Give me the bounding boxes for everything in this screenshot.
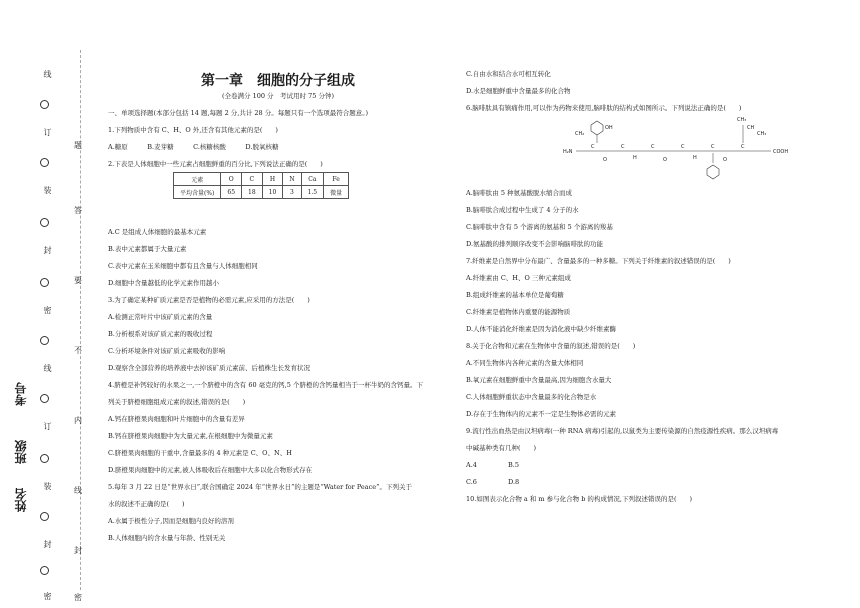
q10-stem: 10.如图表示化合物 a 和 m 参与化合物 b 的构成情况,下列叙述错误的是( ) — [466, 495, 693, 503]
cut-char: 题 — [74, 141, 82, 150]
exam-number-field[interactable]: 考号 — [14, 382, 28, 406]
ch3-label: CH₃ — [757, 131, 767, 137]
q8-option-a[interactable]: A.不同生物体内各种元素的含量大体相同 — [466, 359, 584, 367]
table-cell: 18 — [242, 186, 263, 199]
strip-char: 装 — [43, 482, 52, 490]
table-cell: 10 — [262, 186, 283, 199]
q5-option-a[interactable]: A.水属于极性分子,因而是细胞内良好的溶剂 — [108, 517, 234, 525]
table-header: O — [221, 173, 242, 186]
q4-option-a[interactable]: A.钙在脐橙果肉细胞和叶片细胞中的含量有差异 — [108, 415, 245, 423]
q3-option-b[interactable]: B.分析根系对该矿质元素的吸收过程 — [108, 330, 213, 338]
cooh-label: COOH — [773, 149, 789, 155]
strip-char: 密 — [43, 306, 52, 314]
hole-circle — [40, 158, 49, 167]
strip-char: 封 — [43, 540, 52, 548]
q6-option-a[interactable]: A.脑啡肽由 5 种氨基酸脱水缩合而成 — [466, 189, 573, 197]
strip-char: 密 — [43, 592, 52, 600]
amino-label: H₂N — [563, 149, 573, 155]
hydrogen-label: H — [693, 155, 697, 161]
table-header: N — [283, 173, 301, 186]
strip-char: 订 — [43, 422, 52, 430]
q8-option-d[interactable]: D.存在于生物体内的元素不一定是生物体必需的元素 — [466, 410, 617, 418]
carbon-label: C — [621, 144, 625, 150]
q9-option-a[interactable]: A.4 — [466, 461, 477, 469]
strip-char: 封 — [43, 246, 52, 254]
q3-stem: 3.为了确定某种矿质元素是否是植物的必需元素,应采用的方法是( ) — [108, 296, 310, 304]
cut-char: 线 — [74, 486, 82, 495]
q9-option-c[interactable]: C.6 — [466, 478, 477, 486]
hole-circle — [40, 336, 49, 345]
q6-option-d[interactable]: D.氨基酸的排列顺序改变不会影响脑啡肽的功能 — [466, 240, 604, 248]
hole-circle — [40, 218, 49, 227]
ch2-label: CH₂ — [575, 131, 585, 137]
enkephalin-structure-diagram — [561, 113, 811, 183]
q7-option-c[interactable]: C.纤维素是植物体内重要的能源物质 — [466, 308, 571, 316]
q1-stem: 1.下列物质中含有 C、H、O 外,还含有其他元素的是( ) — [108, 126, 278, 134]
table-header: C — [242, 173, 263, 186]
table-header: Ca — [301, 173, 324, 186]
q5-stem-line2: 水的叙述不正确的是( ) — [108, 500, 185, 508]
table-cell: 1.5 — [301, 186, 324, 199]
hydrogen-label: H — [633, 155, 637, 161]
cut-char: 答 — [74, 206, 82, 215]
hole-circle — [40, 454, 49, 463]
table-row-label: 平均含量(%) — [174, 186, 221, 199]
carbon-label: C — [591, 144, 595, 150]
q2-option-c[interactable]: C.表中元素在玉米细胞中都有且含量与人体细胞相同 — [108, 262, 258, 270]
carbon-label: C — [681, 144, 685, 150]
hole-circle — [40, 394, 49, 403]
exam-title: 第一章 细胞的分子组成 — [201, 73, 355, 89]
ch-label: CH — [747, 125, 755, 131]
q2-option-b[interactable]: B.表中元素都属于大量元素 — [108, 245, 187, 253]
q2-option-a[interactable]: A.C 是组成人体细胞的最基本元素 — [108, 228, 207, 236]
q6-option-b[interactable]: B.脑啡肽合成过程中生成了 4 分子的水 — [466, 206, 579, 214]
oxygen-label: O — [603, 157, 607, 163]
q9-stem-line1: 9.流行性出血热是由汉坦病毒(一种 RNA 病毒)引起的,以鼠类为主要传染源的自然疫源性疾病。那么汉坦病毒 — [466, 427, 779, 435]
table-cell: 65 — [221, 186, 242, 199]
q7-stem: 7.纤维素是自然界中分布最广、含量最多的一种多糖。下列关于纤维素的叙述错误的是( ) — [466, 257, 731, 265]
oxygen-label: O — [723, 157, 727, 163]
carbon-label: C — [711, 144, 715, 150]
q5-option-d[interactable]: D.水是细胞鲜重中含量最多的化合物 — [466, 87, 571, 95]
name-field[interactable]: 姓名 — [14, 488, 28, 512]
q2-option-d[interactable]: D.细胞中含量越低的化学元素作用越小 — [108, 279, 220, 287]
section-heading: 一、单项选择题(本部分包括 14 题,每题 2 分,共计 28 分。每题只有一个选项最符合题意。) — [108, 109, 369, 117]
q8-option-c[interactable]: C.人体细胞鲜重状态中含量最多的化合物是水 — [466, 393, 597, 401]
q3-option-a[interactable]: A.检测正常叶片中该矿质元素的含量 — [108, 313, 213, 321]
carbon-label: C — [741, 144, 745, 150]
q5-option-b[interactable]: B.人体细胞内的含水量与年龄、性别无关 — [108, 534, 226, 542]
binding-strip — [0, 0, 95, 608]
q9-option-b[interactable]: B.5 — [508, 461, 519, 469]
cut-char: 内 — [74, 416, 82, 425]
table-header: 元素 — [174, 173, 221, 186]
cut-char: 封 — [74, 546, 82, 555]
oh-label: OH — [605, 125, 613, 131]
class-field[interactable]: 班级 — [14, 440, 28, 464]
q8-stem: 8.关于化合物和元素在生物体中含量的叙述,错误的是( ) — [466, 342, 636, 350]
q7-option-a[interactable]: A.纤维素由 C、H、O 三种元素组成 — [466, 274, 571, 282]
q6-stem: 6.脑啡肽具有镇痛作用,可以作为药物来使用,脑啡肽的结构式如图所示。下列说法正确的是( ) — [466, 104, 742, 112]
q9-stem-line2: 中碱基种类有几种( ) — [466, 444, 537, 452]
q4-option-c[interactable]: C.脐橙果肉细胞的干重中,含量最多的 4 种元素是 C、O、N、H — [108, 449, 292, 457]
q1-options[interactable]: A.糖原 B.麦芽糖 C.核糖核酸 D.脱氧核糖 — [108, 143, 279, 151]
hole-circle — [40, 100, 49, 109]
cut-char: 要 — [74, 276, 82, 285]
cut-line — [80, 50, 81, 590]
exam-subtitle: (全卷满分 100 分 考试用时 75 分钟) — [221, 92, 334, 100]
hole-circle — [40, 512, 49, 521]
cut-char: 密 — [74, 593, 82, 602]
q8-option-b[interactable]: B.氧元素在细胞鲜重中含量最高,因为细胞含水量大 — [466, 376, 612, 384]
table-header: Fe — [324, 173, 349, 186]
carbon-label: C — [651, 144, 655, 150]
strip-char: 线 — [43, 364, 52, 372]
q2-stem: 2.下表是人体细胞中一些元素占细胞鲜重的百分比,下列说法正确的是( ) — [108, 160, 323, 168]
q5-stem-line1: 5.每年 3 月 22 日是“世界水日”,联合国确定 2024 年“世界水日”的主题是“Water for Peace”。下列关于 — [108, 483, 412, 491]
q3-option-c[interactable]: C.分析环境条件对该矿质元素吸收的影响 — [108, 347, 226, 355]
q3-option-d[interactable]: D.观察含全部营养的培养液中去掉该矿质元素前、后植株生长发育状况 — [108, 364, 311, 372]
q4-stem-line2: 列关于脐橙细胞组成元素的叙述,错误的是( ) — [108, 398, 246, 406]
strip-char: 装 — [43, 186, 52, 194]
q6-option-c[interactable]: C.脑啡肽中含有 5 个游离的氨基和 5 个游离的羧基 — [466, 223, 613, 231]
table-cell: 3 — [283, 186, 301, 199]
hole-circle — [40, 566, 49, 575]
table-header: H — [262, 173, 283, 186]
q4-option-b[interactable]: B.钙在脐橙果肉细胞中为大量元素,在根细胞中为微量元素 — [108, 432, 273, 440]
ch3-label: CH₃ — [737, 117, 747, 123]
strip-char: 线 — [43, 70, 52, 78]
q4-stem-line1: 4.脐橙是补钙较好的水果之一,一个脐橙中的含有 60 毫克的钙,5 个脐橙的含钙量相当于一杯牛奶的含钙量。下 — [108, 381, 423, 389]
q7-option-d[interactable]: D.人体不能消化纤维素是因为消化液中缺少纤维素酶 — [466, 325, 617, 333]
q5-option-c[interactable]: C.自由水和结合水可相互转化 — [466, 70, 551, 78]
strip-char: 订 — [43, 128, 52, 136]
oxygen-label: O — [663, 157, 667, 163]
q4-option-d[interactable]: D.脐橙果肉细胞中的元素,被人体吸收后在细胞中大多以化合物形式存在 — [108, 466, 313, 474]
cut-char: 不 — [74, 346, 82, 355]
q9-option-d[interactable]: D.8 — [508, 478, 520, 486]
table-cell: 微量 — [324, 186, 349, 199]
q7-option-b[interactable]: B.组成纤维素的基本单位是葡萄糖 — [466, 291, 564, 299]
element-table — [173, 172, 349, 199]
hole-circle — [40, 278, 49, 287]
